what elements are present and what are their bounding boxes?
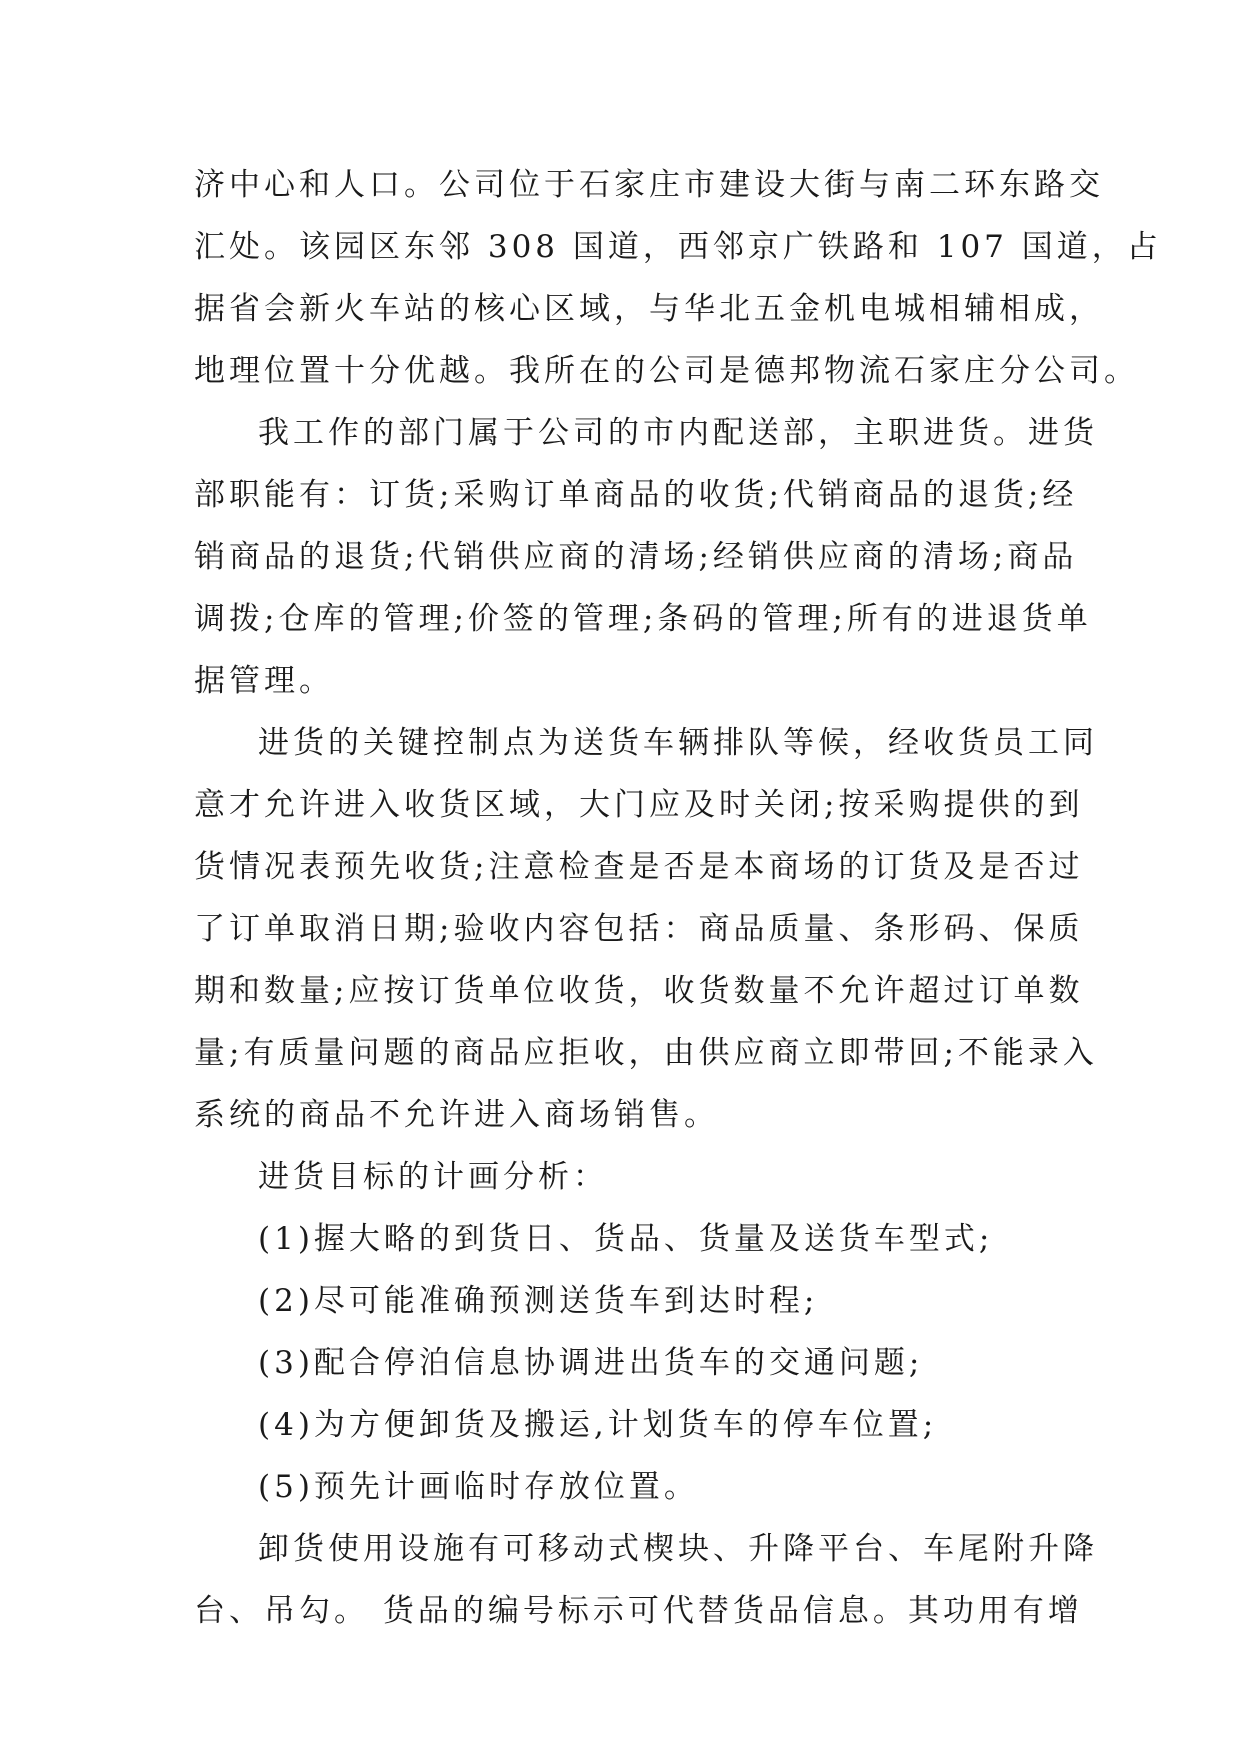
text-line: 系统的商品不允许进入商场销售。: [194, 1097, 719, 1133]
body-text: [194, 154, 1162, 1642]
text-line: 济中心和人口。公司位于石家庄市建设大街与南二环东路交: [194, 167, 1104, 203]
text-line: 进货的关键控制点为送货车辆排队等候，经收货员工同: [258, 725, 1098, 761]
text-line: 了订单取消日期;验收内容包括：商品质量、条形码、保质: [194, 911, 1084, 947]
text-line: (3)配合停泊信息协调进出货车的交通问题;: [258, 1345, 924, 1381]
text-line: 进货目标的计画分析：: [258, 1159, 608, 1195]
text-line: 量;有质量问题的商品应拒收，由供应商立即带回;不能录入: [194, 1035, 1098, 1071]
text-line: 部职能有：订货;采购订单商品的收货;代销商品的退货;经: [194, 477, 1078, 513]
text-line: 销商品的退货;代销供应商的清场;经销供应商的清场;商品: [194, 539, 1078, 575]
text-line: 汇处。该园区东邻 308 国道，西邻京广铁路和 107 国道，占: [194, 229, 1162, 265]
text-line: (1)握大略的到货日、货品、货量及送货车型式;: [258, 1221, 994, 1257]
text-line: 我工作的部门属于公司的市内配送部，主职进货。进货: [258, 415, 1098, 451]
text-line: 据省会新火车站的核心区域，与华北五金机电城相辅相成，: [194, 291, 1104, 327]
text-line: 意才允许进入收货区域，大门应及时关闭;按采购提供的到: [194, 787, 1084, 823]
text-line: 台、吊勾。 货品的编号标示可代替货品信息。其功用有增: [194, 1593, 1083, 1629]
text-line: 卸货使用设施有可移动式楔块、升降平台、车尾附升降: [258, 1531, 1098, 1567]
text-line: 货情况表预先收货;注意检查是否是本商场的订货及是否过: [194, 849, 1084, 885]
text-line: (2)尽可能准确预测送货车到达时程;: [258, 1283, 819, 1319]
text-line: 期和数量;应按订货单位收货，收货数量不允许超过订单数: [194, 973, 1084, 1009]
text-line: 调拨;仓库的管理;价签的管理;条码的管理;所有的进退货单: [194, 601, 1092, 637]
text-line: 据管理。: [194, 663, 334, 699]
text-line: 地理位置十分优越。我所在的公司是德邦物流石家庄分公司。: [194, 353, 1139, 389]
text-line: (4)为方便卸货及搬运,计划货车的停车位置;: [258, 1407, 938, 1443]
text-line: (5)预先计画临时存放位置。: [258, 1469, 699, 1505]
